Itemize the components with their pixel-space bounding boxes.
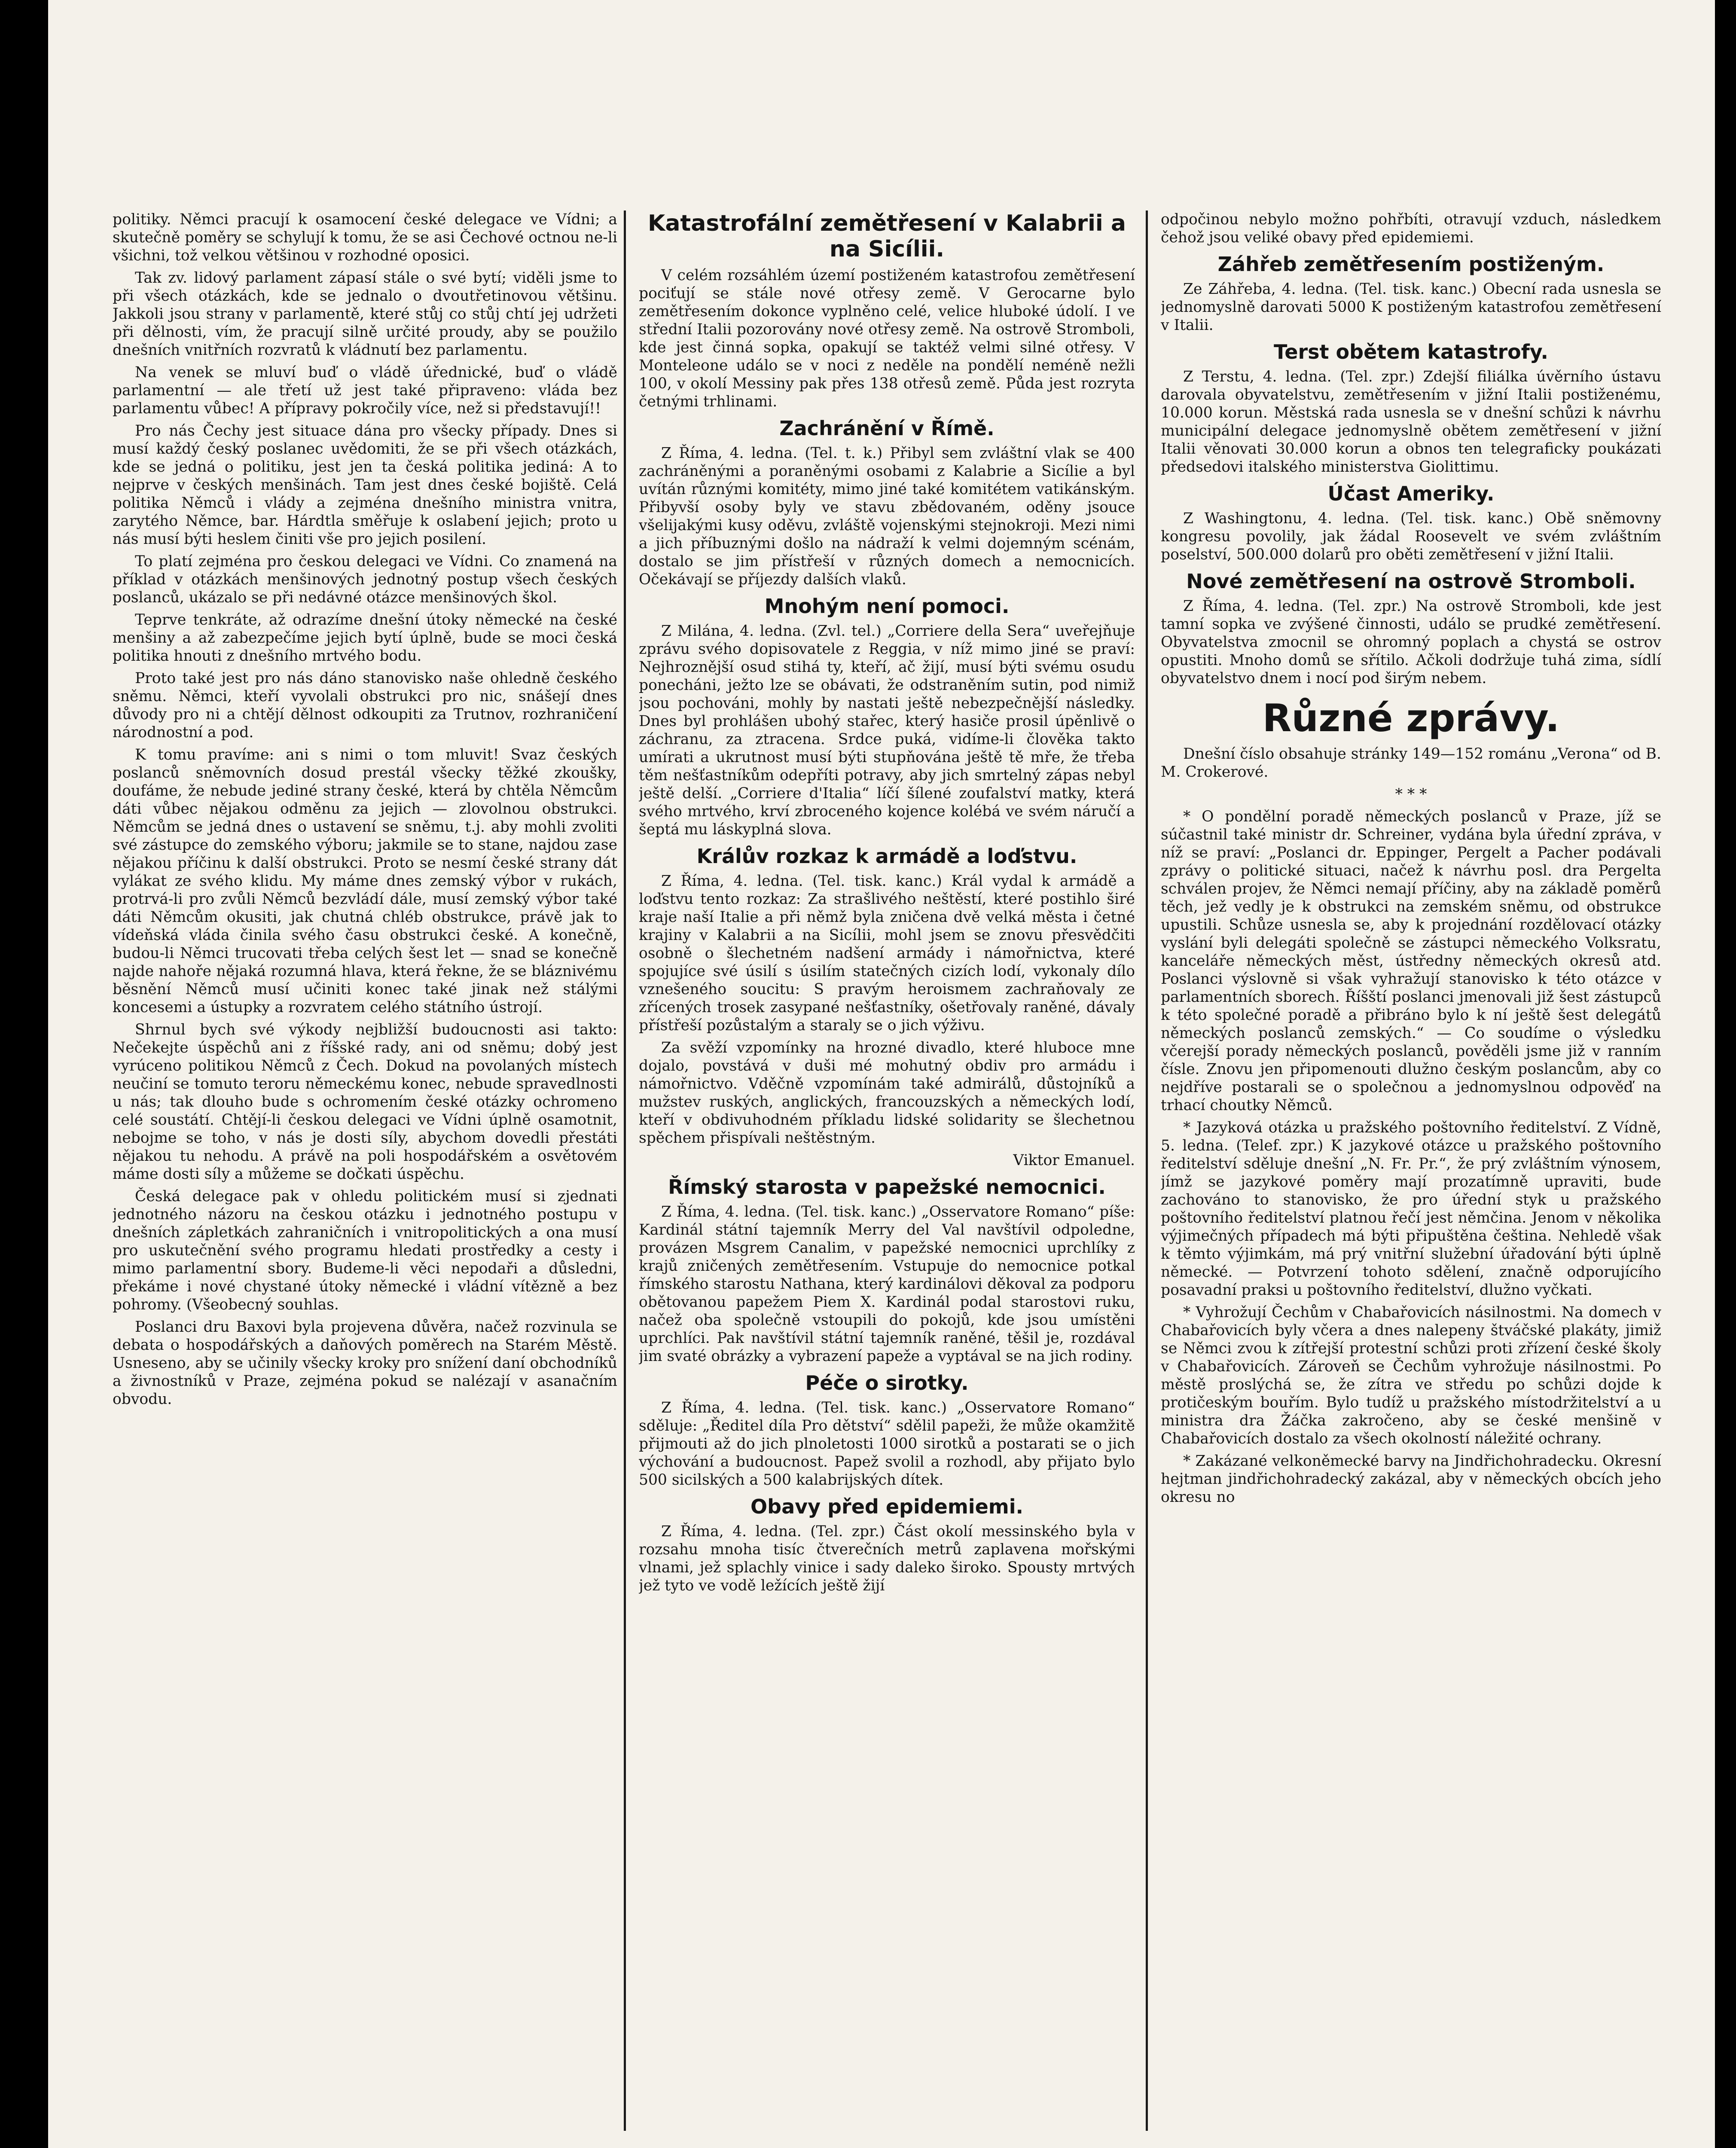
paragraph: Z Říma, 4. ledna. (Tel. t. k.) Přibyl sem zvláštní vlak se 400 zachráněnými a poraněnými osobami z Kalabrie a Sicílie a byl uvítán různými komitéty, mimo jiné také komitétem vatikánským. Přibyvší osoby byly ve stavu zbědovaném, oděny jsouce všelijakými kusy oděvu, zvláště vojenskými stejnokroji. Mezi nimi a jich příbuznými došlo na nádraží k velmi dojemným scénám, dostalo se jim přístřeší v různých domech a nemocnicích. Očekávají se příjezdy dalších vlaků. [639, 445, 1135, 588]
paragraph: Na venek se mluví buď o vládě úřednické, buď o vládě parlamentní — ale třetí už jest také připraveno: vláda bez parlamentu vůbec! A přípravy pokročily více, než si představují!! [113, 364, 617, 417]
section-heading: Zachránění v Římě. [779, 417, 995, 440]
paragraph: Z Milána, 4. ledna. (Zvl. tel.) „Corriere della Sera“ uveřejňuje zprávu svého dopisovatele z Reggia, v níž mimo jiné se praví: Nejhroznější osud stihá ty, kteří, ač žijí, musí býti svému osudu ponecháni, ježto lze se obávati, že odstraněním sutin, pod nimiž jsou pochováni, mohly by nastati ještě nebezpečnější následky. Dnes byl prohlášen ubohý stařec, který hasiče prosil úpěnlivě o záchranu, za ztracena. Srdce puká, vidíme-li člověka takto umírati a ukrutnost musí býti stupňována ještě tě mře, že třeba těm nešťastníkům odepříti potravy, aby jich smrtelný zápas nebyl ještě delší. „Corriere d'Italia“ líčí šílené zoufalství matky, která svého mrtvého, krví zbroceného kojence kolébá ve svém náručí a šeptá mu láskyplná slova. [639, 622, 1135, 838]
paragraph: K tomu pravíme: ani s nimi o tom mluvit! Svaz českých poslanců sněmovních dosud prestál všecky těžké zkoušky, doufáme, že nebude jediné strany české, která by chtěla Němcům dáti vůbec nějakou odměnu za jejich — zlovolnou obstrukci. Němcům se jedná dnes o ustavení se sněmu, t.j. aby mohli zvoliti své zástupce do zemského výboru; jakmile se to stane, najdou zase nějakou příčinu k další obstrukci. Proto se nesmí české strany dát vylákat ze svého klidu. My máme dnes zemský výbor v rukách, protrvá-li pro zvůli Němců bezvládí dále, musí zemský výbor také dáti Němcům okusiti, jak chutná chléb obstrukce, právě jak to vídeňská vláda činila svého času obstrukci české. A konečně, budou-li Němci trucovati třeba celých šest let — snad se konečně najde nahoře nějaká rozumná hlava, která řekne, že se bláznivému běsnění Němců musí učiniti konec také jinak než stálými koncesemi a ústupky a rozvratem celého státního ústrojí. [113, 746, 617, 1016]
paragraph: Tak zv. lidový parlament zápasí stále o své bytí; viděli jsme to při všech otázkách, kde se jednalo o dvoutřetinovou většinu. Jakkoli jsou strany v parlamentě, které stůj co stůj chtí jej udržeti při dělnosti, vím, že pracují silně určité proudy, aby se použilo dnešních vnitřních rozvratů k vládnutí bez parlamentu. [113, 269, 617, 359]
paragraph: Z Říma, 4. ledna. (Tel. zpr.) Na ostrově Stromboli, kde jest tamní sopka ve zvýšené činnosti, událo se prudké zemětřesení. Obyvatelstva zmocnil se ohromný poplach a chystá se ostrov opustiti. Mnoho domů se sřítilo. Ačkoli dodržuje tuhá zima, sídlí obyvatelstvo dnem i nocí pod širým nebem. [1161, 598, 1661, 687]
paragraph: Z Washingtonu, 4. ledna. (Tel. tisk. kanc.) Obě sněmovny kongresu povolily, jak žádal Roosevelt ve svém zvláštním poselství, 500.000 dolarů pro oběti zemětřesení v jižní Italii. [1161, 510, 1661, 563]
paragraph: Ze Záhřeba, 4. ledna. (Tel. tisk. kanc.) Obecní rada usnesla se jednomyslně darovati 5000 K postiženým katastrofou zemětřesení v Italii. [1161, 281, 1661, 334]
paragraph: Z Říma, 4. ledna. (Tel. zpr.) Část okolí messinského byla v rozsahu mnoha tisíc čtverečních metrů zaplavena mořskými vlnami, jež splachly vinice i sady daleko široko. Spousty mrtvých jež tyto ve vodě ležících ještě žijí [639, 1523, 1135, 1594]
paragraph: V celém rozsáhlém území postiženém katastrofou zemětřesení pociťují se stále nové otřesy země. V Gerocarne bylo zemětřesením dokonce vyplněno celé, velice hluboké údolí. I ve střední Italii pozorovány nové otřesy země. Na ostrově Stromboli, kde jest činná sopka, opakují se taktéž velmi silné otřesy. V Monteleone událo se v noci z neděle na pondělí neméně nežli 100, v okolí Messiny pak přes 138 otřesů země. Půda jest rozryta četnými trhlinami. [639, 267, 1135, 410]
paragraph: Česká delegace pak v ohledu politickém musí si zjednati jednotného názoru na českou otázku i jednotného postupu v dnešních zápletkách zahraničních i vnitropolitických a ona musí pro uskutečnění svého programu hledati prostředky a cesty i mimo parlamentní sbory. Budeme-li věci nepodaři a důsledni, překáme i nové chystané útoky německé i vládní vítězně a bez pohromy. (Všeobecný souhlas. [113, 1188, 617, 1313]
section-heading: Mnohým není pomoci. [764, 595, 1010, 618]
section-heading: Nové zemětřesení na ostrově Stromboli. [1186, 570, 1636, 593]
paragraph: Teprve tenkráte, až odrazíme dnešní útoky německé na české menšiny a až zabezpečíme jejich bytí úplně, bude se moci česká politika hnouti z dnešního mrtvého bodu. [113, 611, 617, 665]
paragraph: Z Říma, 4. ledna. (Tel. tisk. kanc.) „Osservatore Romano“ sděluje: „Ředitel díla Pro dětství“ sdělil papeži, že může okamžitě přijmouti až do jich plnoletosti 1000 sirotků a postarati se o jich výchování a budoucnost. Papež svolil a rozhodl, aby přijato bylo 500 sicilských a 500 kalabrijských dítek. [639, 1399, 1135, 1489]
paragraph: Proto také jest pro nás dáno stanovisko naše ohledně českého sněmu. Němci, kteří vyvolali obstrukci pro nic, snášejí dnes důvody pro ni a chtějí dělnost odkoupiti za Trutnov, rozhraničení národnostní a pod. [113, 670, 617, 741]
separator: * * * [1395, 786, 1427, 803]
paragraph: Z Terstu, 4. ledna. (Tel. zpr.) Zdejší filiálka úvěrního ústavu darovala obyvatelstvu, zemětřesením v jižní Italii postiženému, 10.000 korun. Městská rada usnesla se v dnešní schůzi k návrhu municipální delegace jednomyslně obětem zemětřesení v jižní Italii věnovati 30.000 korun a obnos ten telegraficky poukázati předsedovi italského ministerstva Giolittimu. [1161, 368, 1661, 476]
column-1 [113, 211, 617, 2131]
paragraph: odpočinou nebylo možno pohřbíti, otravují vzduch, následkem čehož jsou veliké obavy před epidemiemi. [1161, 211, 1661, 246]
paragraph: Za svěží vzpomínky na hrozné divadlo, které hluboce mne dojalo, povstává v duši mé mohutný obdiv pro armádu i námořnictvo. Vděčně vzpomínám také admirálů, důstojníků a mužstev ruských, anglických, francouzských a německých lodí, kteří v obdivuhodném příkladu lidské solidarity se šlechetnou spěchem přispívali neštěstným. [639, 1039, 1135, 1147]
section-title: Různé zprávy. [1262, 696, 1560, 740]
paragraph: * O pondělní poradě německých poslanců v Praze, jíž se súčastnil také ministr dr. Schreiner, vydána byla úřední zpráva, v níž se praví: „Poslanci dr. Eppinger, Pergelt a Pacher podávali zprávy o politické situaci, načež k návrhu posl. dra Pergelta schválen projev, že Němci nemají příčiny, aby na základě poměrů těch, jež vedly je k obstrukci na zemském sněmu, od obstrukce upustili. Schůze usnesla se, aby k projednání rozdělovací otázky vyslání byli delegáti společně se zástupci německého Volksratu, kanceláře německých měst, ústředny německých okresů atd. Poslanci výslovně si však vyhražují stanovisko k této otázce v parlamentních sborech. Říšští poslanci jmenovali již šest zástupců k této společné poradě a přibráno bylo k ní ještě šest delegátů německých poslanců zemských.“ — Co soudíme o výsledku včerejší porady německých poslanců, pověděli jsme již v ranním čísle. Znovu jen připomenouti dlužno českým poslancům, aby co nejdříve postarali se o společnou a jednomyslnou odpověď na trhací choutky Němců. [1161, 808, 1661, 1114]
paragraph: Dnešní číslo obsahuje stránky 149—152 románu „Verona“ od B. M. Crokerové. [1161, 745, 1661, 781]
section-heading: Králův rozkaz k armádě a loďstvu. [696, 845, 1077, 868]
signature: Viktor Emanuel. [1013, 1152, 1135, 1169]
column-3 [1161, 211, 1661, 2131]
paragraph: To platí zejména pro českou delegaci ve Vídni. Co znamená na příklad v otázkách menšinových jednotný postup všech českých poslanců, ukázalo se při nedávné otázce menšinových škol. [113, 553, 617, 606]
paragraph: * Zakázané velkoněmecké barvy na Jindřichohradecku. Okresní hejtman jindřichohradecký zakázal, aby v německých obcích jeho okresu no [1161, 1452, 1661, 1506]
paragraph: Pro nás Čechy jest situace dána pro všecky případy. Dnes si musí každý český poslanec uvědomiti, že se při všech otázkách, kde se jedná o politiku, jest jen ta česká politika jediná: A to nejprve v českých menšinách. Tam jest dnes české bojiště. Celá politika Němců i vlády a zejména dnešního ministra vnitra, zarytého Němce, bar. Hárdtla směřuje k oslabení jejich; proto u nás musí býti heslem činiti vše pro jejich posilení. [113, 422, 617, 548]
section-heading: Péče o sirotky. [805, 1371, 969, 1394]
paragraph: * Jazyková otázka u pražského poštovního ředitelství. Z Vídně, 5. ledna. (Telef. zpr.) K jazykové otázce u pražského poštovního ředitelství sděluje dnešní „N. Fr. Pr.“, že prý zvláštním výnosem, jímž se jazykové poměry mají prozatímně upraviti, bude zachováno to stanovisko, že pro úřední styk u pražského poštovního ředitelství platnou řečí jest němčina. Jenom v několika výjimečných případech má býti připuštěna čeština. Nehledě však k těmto výjimkám, má prý vnitřní služební úřadování býti úplně německé. — Potvrzení tohoto sdělení, značně odporujícího posavadní praksi u poštovního ředitelství, dlužno vyčkati. [1161, 1119, 1661, 1299]
paragraph: Poslanci dru Baxovi byla projevena důvěra, načež rozvinula se debata o hospodářských a daňových poměrech na Starém Městě. Usneseno, aby se učinily všecky kroky pro snížení daní obchodníků a živnostníků v Praze, zejména pokud se nalézají v asanačním obvodu. [113, 1318, 617, 1408]
paragraph: politiky. Němci pracují k osamocení české delegace ve Vídni; a skutečně poměry se schylují k tomu, že se asi Čechové octnou ne-li všichni, tož velkou většinou v rozhodné oposici. [113, 211, 617, 264]
paragraph: Shrnul bych své výkody nejbližší budoucnosti asi takto: Nečekejte úspěchů ani z říšské rady, ani od sněmu; dobý jest vyrúceno politikou Němců z Čech. Dokud na povolaných místech neučiní se tomuto teroru německému konec, nebude spravedlnosti u nás; tak dlouho bude s ochromením české otázky ochromeno celé soustátí. Chtějí-li českou delegaci ve Vídni úplně osamotnit, nebojme se toho, v nás je dosti síly, abychom dovedli přestáti nějakou tu nehodu. A právě na poli hospodářském a osvětovém máme dosti síly a můžeme se dočkati úspěchu. [113, 1021, 617, 1183]
paragraph: * Vyhrožují Čechům v Chabařovicích násilnostmi. Na domech v Chabařovicích byly včera a dnes nalepeny štváčské plakáty, jimiž se Němci zvou k zítřejší protestní schůzi proti zřízení české školy v Chabařovicích. Zároveň se Čechům vyhrožuje násilnostmi. Po městě proslýchá se, že zítra ve středu po schůzi dojde k protičeským bouřím. Bylo tudíž u pražského místodržitelství a u ministra dra Žáčka zakročeno, aby se české menšině v Chabařovicích dostalo za všech okolností náležité ochrany. [1161, 1304, 1661, 1447]
paragraph: Z Říma, 4. ledna. (Tel. tisk. kanc.) „Osservatore Romano“ píše: Kardinál státní tajemník Merry del Val navštívil odpoledne, provázen Msgrem Canalim, v papežské nemocnici uprchlíky z krajů zničených zemětřesením. Vstupuje do nemocnice potkal římského starostu Nathana, který kardinálovi děkoval za podporu obětovanou papežem Piem X. Kardinál podal starostovi ruku, načež oba společně vstoupili do pokojů, kde jsou umístěni uprchlíci. Pak navštívil státní tajemník raněné, těšil je, rozdával jim svaté obrázky a vybrazení papeže a vyptával se na jich rodiny. [639, 1203, 1135, 1365]
newspaper-page [48, 0, 1715, 2148]
section-heading: Účast Ameriky. [1327, 482, 1495, 505]
headline: Katastrofální zemětřesení v Kalabrii a na Sicílii. [648, 211, 1126, 262]
paragraph: Z Říma, 4. ledna. (Tel. tisk. kanc.) Král vydal k armádě a loďstvu tento rozkaz: Za strašlivého neštěstí, které postihlo širé kraje naší Italie a při němž byla zničena dvě velká města i četné krajiny v Kalabrii a na Sicílii, mohl jsem se znovu přesvědčiti osobně o šlechetném nadšení armády i námořnictva, které spojujíce své úsilí s úsilím statečných cizích lodí, vykonaly dílo vznešeného soucitu: S pravým heroismem zachraňovaly ze zřícených trosek zasypané nešťastníky, ošetřovaly raněné, dávaly přístřeší pozůstalým a staraly se o jich výživu. [639, 873, 1135, 1034]
article-columns [113, 211, 1661, 2131]
section-heading: Záhřeb zemětřesením postiženým. [1217, 253, 1605, 276]
section-heading: Římský starosta v papežské nemocnici. [668, 1175, 1106, 1199]
section-heading: Terst obětem katastrofy. [1274, 340, 1548, 363]
section-heading: Obavy před epidemiemi. [751, 1495, 1023, 1518]
column-2 [639, 211, 1135, 2131]
